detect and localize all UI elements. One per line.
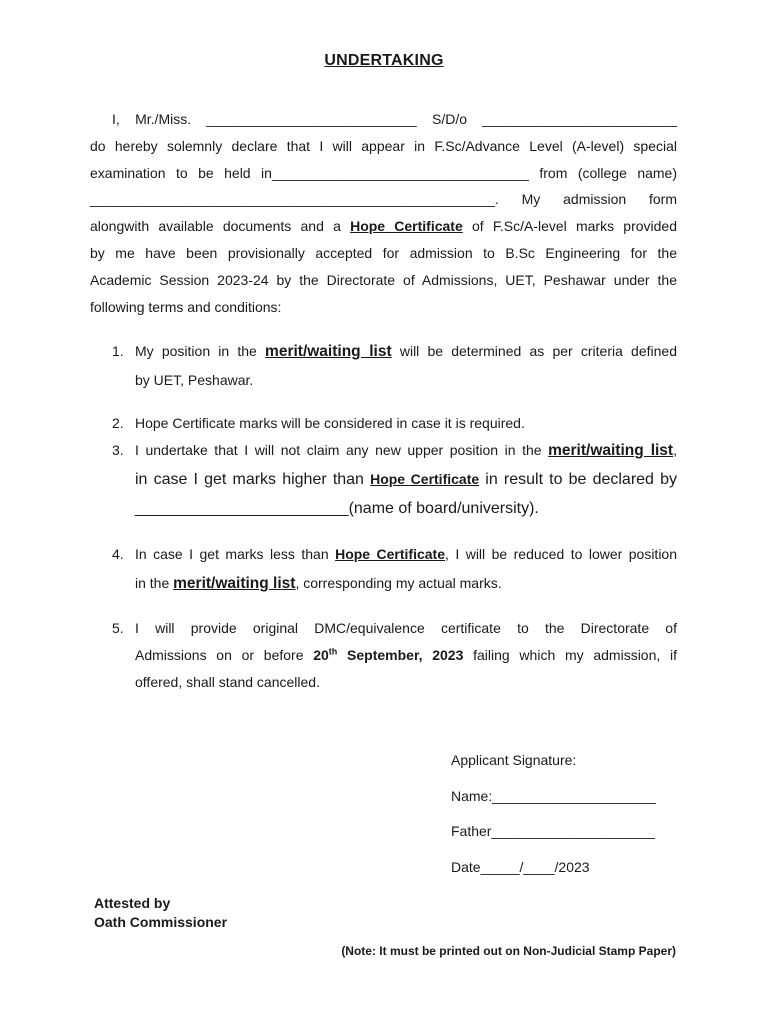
- merit-waiting-list-term: merit/waiting list: [548, 442, 674, 459]
- hope-certificate-term: Hope Certificate: [350, 218, 463, 235]
- text: , I will be reduced to lower position: [445, 546, 678, 562]
- hope-certificate-term: Hope Certificate: [335, 546, 446, 562]
- stamp-paper-note: (Note: It must be printed out on Non-Judicial Stamp Paper): [341, 944, 676, 958]
- condition-4-line-1: [135, 540, 677, 569]
- father-field: Father_____________________: [451, 823, 655, 839]
- text: ,: [673, 442, 677, 458]
- intro-line-2: do hereby solemnly declare that I will appear in F.Sc/Advance Level (A-level) special: [90, 137, 677, 154]
- merit-waiting-list-term: merit/waiting list: [265, 343, 392, 360]
- condition-3-line-3: ________________________(name of board/university).: [135, 500, 539, 517]
- intro-line-5: [90, 213, 677, 240]
- date-field: Date_____/____/2023: [451, 859, 590, 875]
- text: in the: [135, 575, 174, 591]
- condition-4-line-2: [135, 569, 677, 598]
- name-field: Name:_____________________: [451, 788, 656, 804]
- deadline-month-year: September, 2023: [337, 647, 464, 663]
- applicant-signature-label: Applicant Signature:: [451, 752, 577, 768]
- intro-paragraph: [90, 106, 677, 320]
- item-number: 4.: [112, 546, 124, 562]
- intro-text-5a: alongwith available documents and a: [90, 218, 351, 235]
- condition-3-line-1: [135, 437, 677, 464]
- intro-line-4: ____________________________________________________. My admission form: [90, 191, 677, 208]
- condition-1-line-1: [135, 337, 677, 366]
- oath-commissioner-label: Oath Commissioner: [94, 914, 228, 930]
- condition-2-line-1: Hope Certificate marks will be considered in case it is required.: [135, 415, 525, 431]
- attested-by-label: Attested by: [94, 895, 171, 911]
- merit-waiting-list-term: merit/waiting list: [173, 575, 296, 592]
- text: in case I get marks higher than: [135, 471, 371, 488]
- text: failing which my admission, if: [463, 647, 677, 663]
- text: In case I get marks less than: [135, 546, 336, 562]
- document-title: UNDERTAKING: [324, 52, 444, 69]
- intro-line-3: examination to be held in_________________________________ from (college name): [90, 164, 677, 181]
- hope-certificate-term: Hope Certificate: [370, 471, 480, 487]
- condition-3-line-2: [135, 464, 677, 494]
- text: in result to be declared by: [479, 471, 677, 488]
- item-number: 1.: [112, 343, 124, 359]
- intro-line-1: [90, 106, 677, 133]
- intro-text-5c: of F.Sc/A-level marks provided: [462, 218, 677, 235]
- condition-1-line-2: by UET, Peshawar.: [135, 372, 254, 388]
- item-number: 2.: [112, 415, 124, 431]
- condition-5-line-1: I will provide original DMC/equivalence certificate to the Directorate of: [135, 620, 677, 636]
- intro-line-6: by me have been provisionally accepted for admission to B.Sc Engineering for the: [90, 244, 677, 261]
- condition-5-line-3: offered, shall stand cancelled.: [135, 674, 320, 690]
- condition-5-line-2: [135, 642, 677, 669]
- text: I undertake that I will not claim any new upper position in the: [135, 442, 549, 458]
- deadline-suffix: th: [328, 646, 338, 657]
- text: My position in the: [135, 343, 266, 359]
- text: will be determined as per criteria defined: [391, 343, 677, 359]
- deadline-day: 20: [313, 647, 329, 663]
- text: Admissions on or before: [135, 647, 314, 663]
- intro-line-8: following terms and conditions:: [90, 298, 282, 315]
- text: , corresponding my actual marks.: [295, 575, 502, 591]
- intro-line-7: Academic Session 2023-24 by the Directorate of Admissions, UET, Peshawar under the: [90, 271, 677, 288]
- item-number: 3.: [112, 442, 124, 458]
- item-number: 5.: [112, 620, 124, 636]
- intro-text-1: I, Mr./Miss. ___________________________ S/D/o _________________________: [112, 111, 677, 127]
